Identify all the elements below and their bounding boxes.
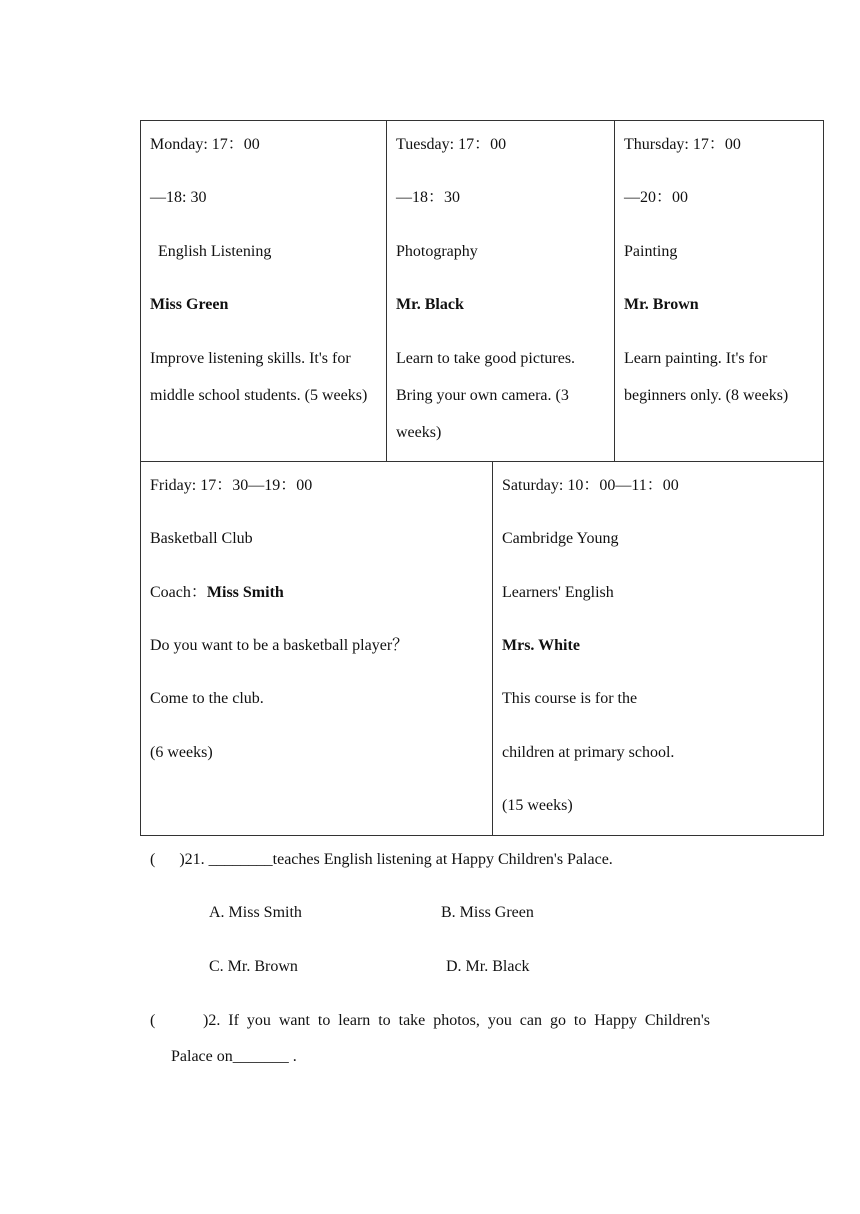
course-name-2: Learners' English: [502, 584, 614, 601]
course-cell-monday: [140, 120, 387, 462]
coach-prefix: Coach：: [150, 584, 207, 601]
course-time: Monday: 17：00: [150, 136, 260, 153]
course-description-2: children at primary school.: [502, 744, 675, 761]
course-cell-friday: [140, 461, 493, 836]
course-cell-saturday: [492, 461, 824, 836]
course-name: Photography: [396, 243, 478, 260]
course-teacher: Mr. Black: [396, 296, 464, 313]
option-d: D. Mr. Black: [446, 958, 530, 975]
course-name: Painting: [624, 243, 678, 260]
course-duration: (15 weeks): [502, 797, 573, 814]
course-teacher: Miss Smith: [206, 584, 284, 601]
course-time-end: —18：30: [396, 189, 461, 206]
option-a: A. Miss Smith: [209, 904, 302, 921]
course-description: Learn to take good pictures. Bring your own camera. (3 weeks): [396, 350, 576, 441]
course-time: Saturday: 10：00—11：00: [502, 477, 679, 494]
course-time: Thursday: 17：00: [624, 136, 741, 153]
course-time: Tuesday: 17：00: [396, 136, 507, 153]
question-21: ( )21. ________teaches English listening at Happy Children's Palace.: [150, 851, 613, 868]
course-description: Learn painting. It's for beginners only. (8 weeks): [624, 350, 789, 404]
course-description-1: This course is for the: [502, 690, 638, 707]
course-description: Improve listening skills. It's for middle school students. (5 weeks): [150, 350, 368, 404]
course-time: Friday: 17：30—19：00: [150, 477, 313, 494]
course-time-end: —18: 30: [150, 189, 207, 206]
course-name-1: Cambridge Young: [502, 530, 619, 547]
course-duration: (6 weeks): [150, 744, 213, 761]
course-name: Basketball Club: [150, 530, 253, 547]
course-description-1: Do you want to be a basketball player？: [150, 637, 409, 654]
question-22-line2: Palace on_______ .: [171, 1048, 297, 1065]
option-b: B. Miss Green: [441, 904, 534, 921]
course-teacher: Mr. Brown: [624, 296, 699, 313]
course-teacher: Mrs. White: [502, 637, 580, 654]
course-name: English Listening: [150, 243, 272, 260]
option-c: C. Mr. Brown: [209, 958, 298, 975]
course-description-2: Come to the club.: [150, 690, 264, 707]
course-teacher-line: [150, 583, 486, 603]
course-teacher: Miss Green: [150, 296, 229, 313]
course-cell-thursday: [614, 120, 824, 462]
course-cell-tuesday: [386, 120, 615, 462]
course-time-end: —20：00: [624, 189, 689, 206]
question-22-line1: ( )2. If you want to learn to take photos, you can go to Happy Children's: [150, 1012, 710, 1029]
